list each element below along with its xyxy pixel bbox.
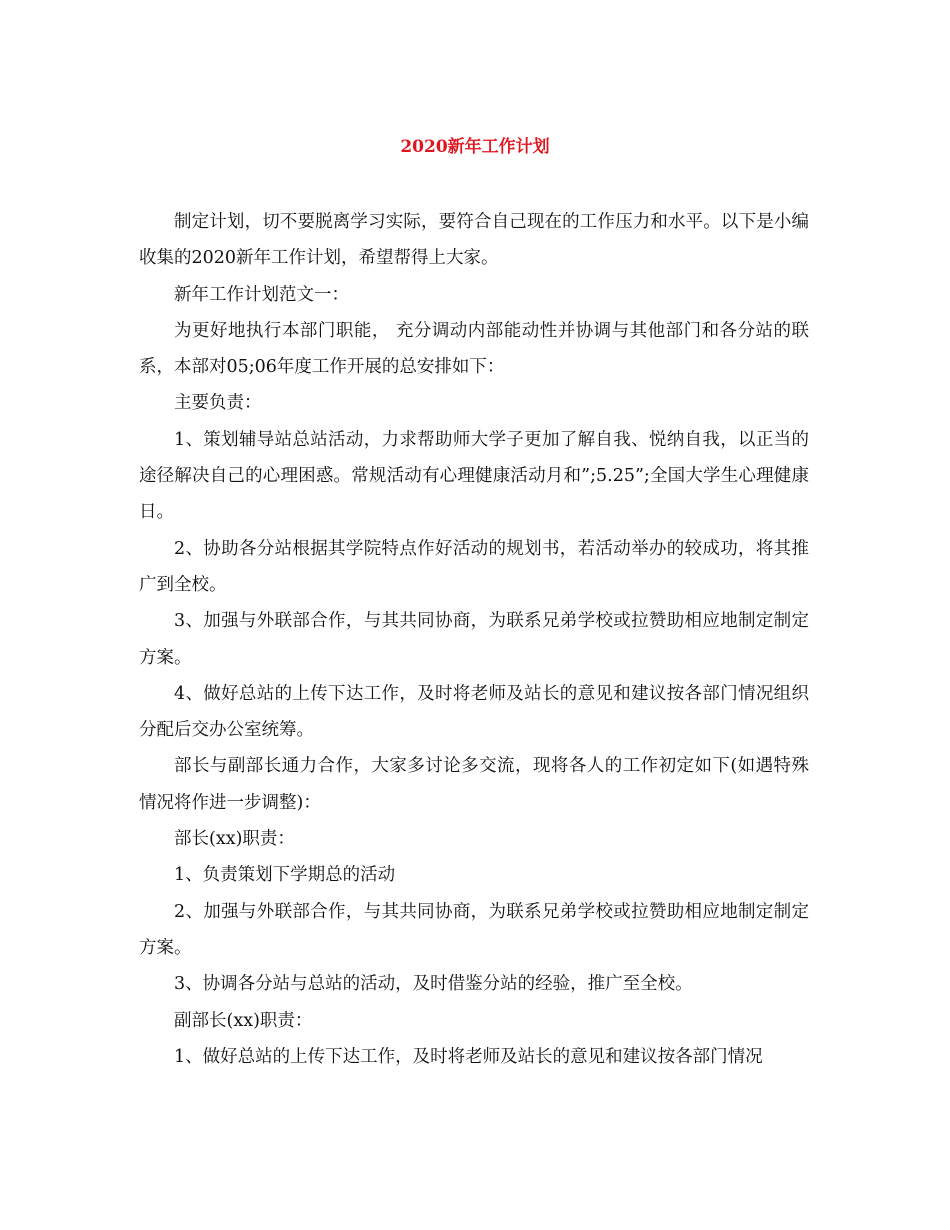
paragraph-minister-duty-3: 3、协调各分站与总站的活动，及时借鉴分站的经验，推广至全校。 bbox=[174, 974, 693, 995]
paragraph-minister-heading: 部长(xx)职责： bbox=[174, 829, 295, 850]
paragraph-purpose: 为更好地执行本部门职能， 充分调动内部能动性并协调与其他部门和各分站的联系，本部对05;06年度工作开展的总安排如下： bbox=[139, 320, 809, 378]
paragraph-vice-minister-duty-1: 1、做好总站的上传下达工作，及时将老师及站长的意见和建议按各部门情况 bbox=[174, 1046, 763, 1067]
paragraph-intro: 制定计划，切不要脱离学习实际，要符合自己现在的工作压力和水平。以下是小编收集的2020新年工作计划，希望帮得上大家。 bbox=[139, 212, 809, 269]
paragraph-vice-minister-heading: 副部长(xx)职责： bbox=[174, 1010, 313, 1031]
document-body bbox=[139, 204, 809, 1075]
paragraph-cooperation: 部长与副部长通力合作，大家多讨论多交流，现将各人的工作初定如下(如遇特殊情况将作进一步调整)： bbox=[139, 756, 809, 813]
paragraph-duty-2: 2、协助各分站根据其学院特点作好活动的规划书，若活动举办的较成功，将其推广到全校。 bbox=[139, 538, 809, 595]
paragraph-minister-duty-1: 1、负责策划下学期总的活动 bbox=[174, 865, 396, 886]
paragraph-sample-heading: 新年工作计划范文一： bbox=[174, 284, 349, 305]
paragraph-minister-duty-2: 2、加强与外联部合作，与其共同协商，为联系兄弟学校或拉赞助相应地制定制定方案。 bbox=[139, 901, 809, 958]
paragraph-duty-3: 3、加强与外联部合作，与其共同协商，为联系兄弟学校或拉赞助相应地制定制定方案。 bbox=[139, 611, 809, 668]
paragraph-duty-1: 1、策划辅导站总站活动，力求帮助师大学子更加了解自我、悦纳自我，以正当的途径解决自己的心理困惑。常规活动有心理健康活动月和”;5.25”;全国大学生心理健康日。 bbox=[139, 429, 809, 523]
paragraph-duty-4: 4、做好总站的上传下达工作，及时将老师及站长的意见和建议按各部门情况组织分配后交办公室统筹。 bbox=[139, 683, 809, 741]
document-title: 2020新年工作计划 bbox=[400, 137, 550, 157]
paragraph-main-duties-heading: 主要负责： bbox=[174, 393, 262, 414]
